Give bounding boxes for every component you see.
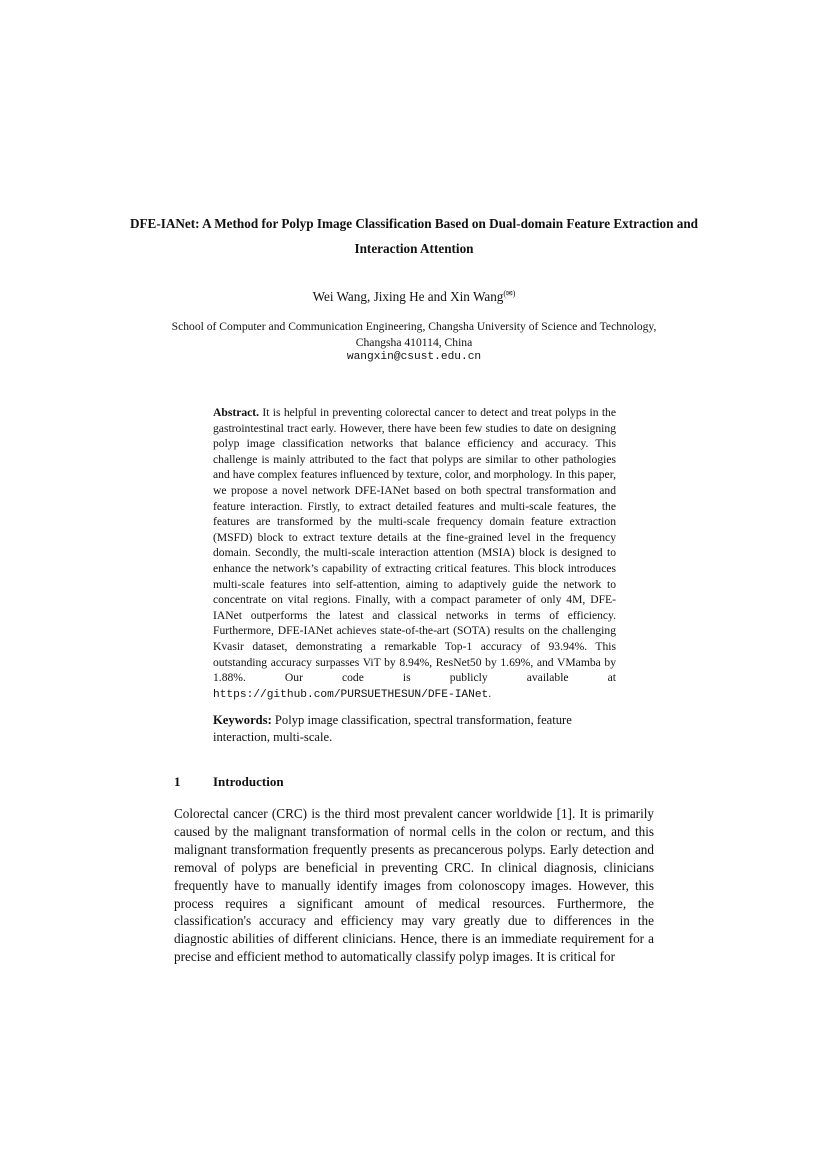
section-heading — [174, 773, 284, 791]
keywords-label: Keywords: — [213, 713, 272, 727]
introduction-paragraph: Colorectal cancer (CRC) is the third most prevalent cancer worldwide [1]. It is primarily caused by the malignant transformation of normal cells in the colon or rectum, and this malignant transformation frequently presents as precancerous polyps. Early detection and removal of polyps are beneficial in preventing CRC. In clinical diagnosis, clinicians frequently have to manually identify images from colonoscopy images. However, this process requires a significant amount of medical resources. Furthermore, the classification's accuracy and efficiency may vary greatly due to differences in the diagnostic abilities of different clinicians. Hence, there is an immediate requirement for a precise and efficient method to automatically classify polyp images. It is critical for — [174, 806, 654, 965]
section-title: Introduction — [213, 774, 284, 789]
affiliation-block — [150, 319, 678, 366]
author-list — [100, 288, 728, 306]
author-email[interactable]: wangxin@csust.edu.cn — [346, 351, 482, 364]
affiliation: School of Computer and Communication Engineering, Changsha University of Science and Technology, Changsha 410114, China — [171, 320, 657, 349]
abstract — [213, 405, 616, 703]
section-number: 1 — [174, 774, 181, 789]
corresponding-author-mark: (✉) — [503, 289, 516, 298]
keywords — [213, 712, 616, 746]
keywords-text: Polyp image classification, spectral transformation, feature interaction, multi-scale. — [213, 713, 572, 744]
abstract-text: It is helpful in preventing colorectal cancer to detect and treat polyps in the gastrointestinal tract early. However, there have been few studies to date on designing polyp image classification networks that balance efficiency and accuracy. This challenge is mainly attributed to the fact that polyps are similar to other pathologies and have complex features influenced by texture, color, and morphology. In this paper, we propose a novel network DFE-IANet based on both spectral transformation and feature interaction. Firstly, to extract detailed features and multi-scale features, the features are transformed by the multi-scale frequency domain feature extraction (MSFD) block to extract texture details at the fine-grained level in the frequency domain. Secondly, the multi-scale interaction attention (MSIA) block is designed to enhance the network’s capability of extracting critical features. This block introduces multi-scale features into self-attention, aiming to adaptively guide the network to concentrate on vital regions. Finally, with a compact parameter of only 4M, DFE-IANet outperforms the latest and classical networks in terms of efficiency. Furthermore, DFE-IANet achieves state-of-the-art (SOTA) results on the challenging Kvasir dataset, demonstrating a remarkable Top-1 accuracy of 93.94%. This outstanding accuracy surpasses ViT by 8.94%, ResNet50 by 1.69%, and VMamba by 1.88%. Our code is publicly available at — [213, 406, 616, 685]
abstract-label: Abstract. — [213, 406, 260, 419]
code-link-end: . — [488, 686, 492, 700]
code-link[interactable]: https://github.com/PURSUETHESUN/DFE-IANet — [213, 688, 489, 701]
paper-title: DFE-IANet: A Method for Polyp Image Classification Based on Dual-domain Feature Extraction and Interaction Attention — [129, 216, 699, 256]
author-names: Wei Wang, Jixing He and Xin Wang — [312, 289, 504, 304]
